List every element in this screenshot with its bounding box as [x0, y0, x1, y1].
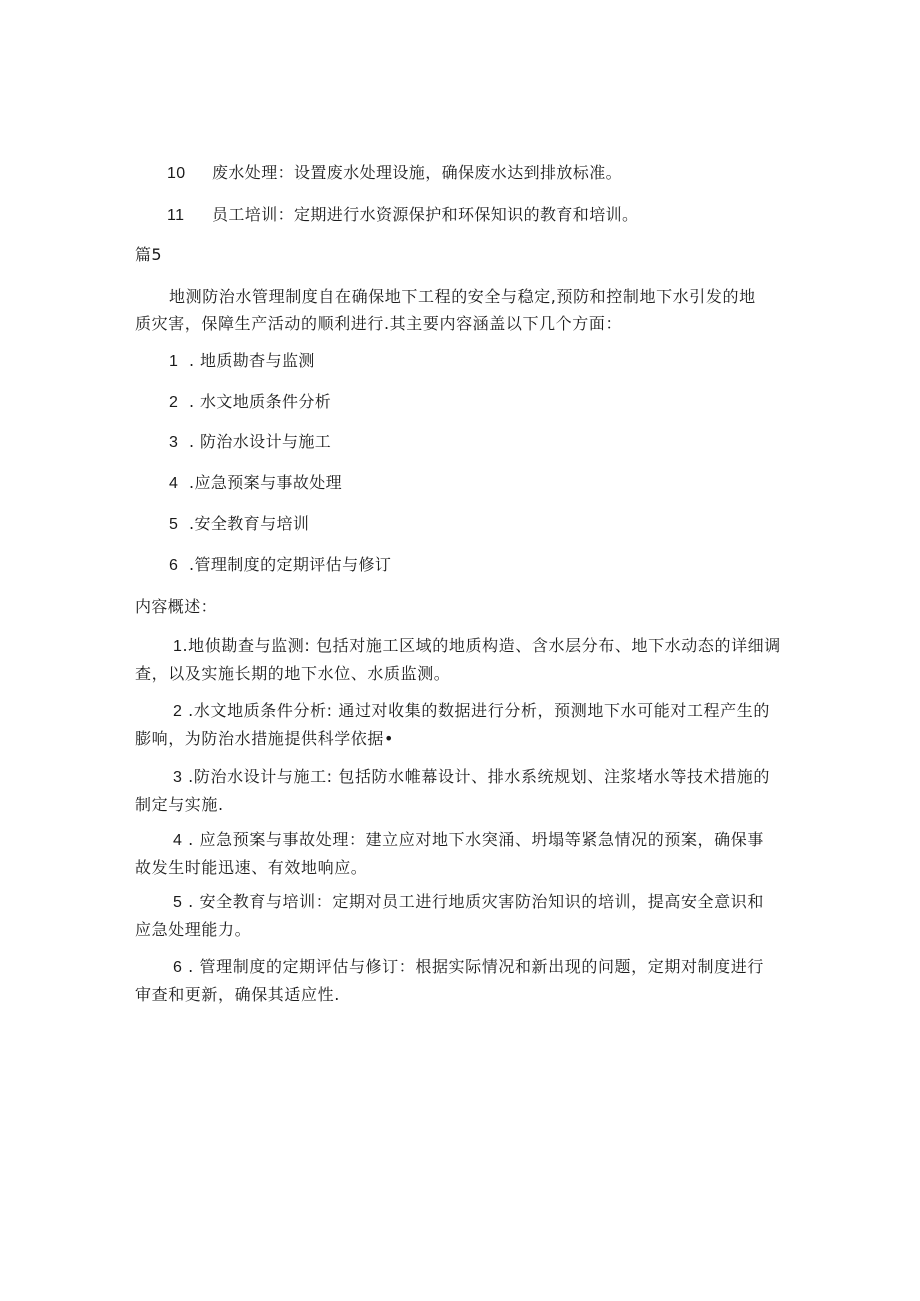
list-item: [169, 514, 309, 535]
intro-line-1: 地测防治水管理制度自在确保地下工程的安全与稳定,预防和控制地下水引发的地: [169, 287, 756, 306]
overview-item-5: [135, 888, 785, 943]
item-number: 6: [169, 557, 179, 574]
section-title: 篇5: [135, 245, 162, 264]
item-number: 1: [169, 353, 179, 370]
list-item: [169, 473, 342, 494]
item-line-2: 故发生时能迅速、有效地响应。: [135, 858, 368, 877]
list-item: [169, 555, 391, 576]
overview-item-6: [135, 953, 785, 1008]
item-text: 废水处理：设置废水处理设施，确保废水达到排放标准。: [212, 163, 623, 182]
item-text: .应急预案与事故处理: [189, 473, 343, 492]
item-number: 5: [169, 516, 179, 533]
item-number: 2: [169, 394, 179, 411]
item-number: 10: [167, 165, 186, 182]
item-number: 6: [173, 959, 183, 976]
item-number: 2: [173, 703, 183, 720]
overview-item-2: [135, 697, 785, 752]
item-text: 员工培训：定期进行水资源保护和环保知识的教育和培训。: [212, 205, 639, 224]
overview-item-1: [135, 632, 785, 687]
overview-item-3: [135, 763, 785, 818]
item-line-2: 应急处理能力。: [135, 920, 252, 939]
item-line-1: . 安全教育与培训：定期对员工进行地质灾害防治知识的培训，提高安全意识和: [182, 892, 764, 911]
intro-paragraph: [135, 283, 785, 337]
item-number: 4: [169, 475, 179, 492]
item-line-1: .水文地质条件分析: 通过对收集的数据进行分析，预测地下水可能对工程产生的: [182, 701, 770, 720]
item-line-2: 膨响，为防治水措施提供科学依据•: [135, 729, 395, 748]
item-text: .安全教育与培训: [189, 514, 310, 533]
item-line-2: 制定与实施.: [135, 795, 224, 814]
item-text: . 水文地质条件分析: [189, 392, 332, 411]
item-line-2: 查，以及实施长期的地下水位、水质监测。: [135, 664, 451, 683]
item-number: 1: [173, 638, 183, 655]
intro-line-2: 质灾害，保障生产活动的顺利进行.其主要内容涵盖以下几个方面：: [135, 314, 623, 333]
item-number: 4: [173, 832, 183, 849]
item-number: 3: [173, 769, 183, 786]
item-text: . 防治水设计与施工: [189, 432, 332, 451]
item-number: 11: [167, 207, 185, 224]
top-item-11: [167, 205, 638, 226]
item-line-1: .地侦勘查与监测: 包括对施工区域的地质构造、含水层分布、地下水动态的详细调: [182, 636, 781, 655]
item-line-2: 审查和更新，确保其适应性.: [135, 985, 340, 1004]
overview-title: 内容概述：: [135, 597, 218, 616]
item-number: 5: [173, 894, 183, 911]
list-item: [169, 432, 331, 453]
item-line-1: . 应急预案与事故处理：建立应对地下水突涌、坍塌等紧急情况的预案，确保事: [182, 830, 764, 849]
item-number: 3: [169, 434, 179, 451]
item-line-1: . 管理制度的定期评估与修订：根据实际情况和新出现的问题，定期对制度进行: [182, 957, 764, 976]
list-item: [169, 351, 315, 372]
item-line-1: .防治水设计与施工: 包括防水帷幕设计、排水系统规划、注浆堵水等技术措施的: [182, 767, 770, 786]
item-text: . 地质勘杳与监测: [189, 351, 315, 370]
overview-item-4: [135, 826, 785, 881]
top-item-10: [167, 163, 622, 184]
item-text: .管理制度的定期评估与修订: [189, 555, 392, 574]
list-item: [169, 392, 331, 413]
